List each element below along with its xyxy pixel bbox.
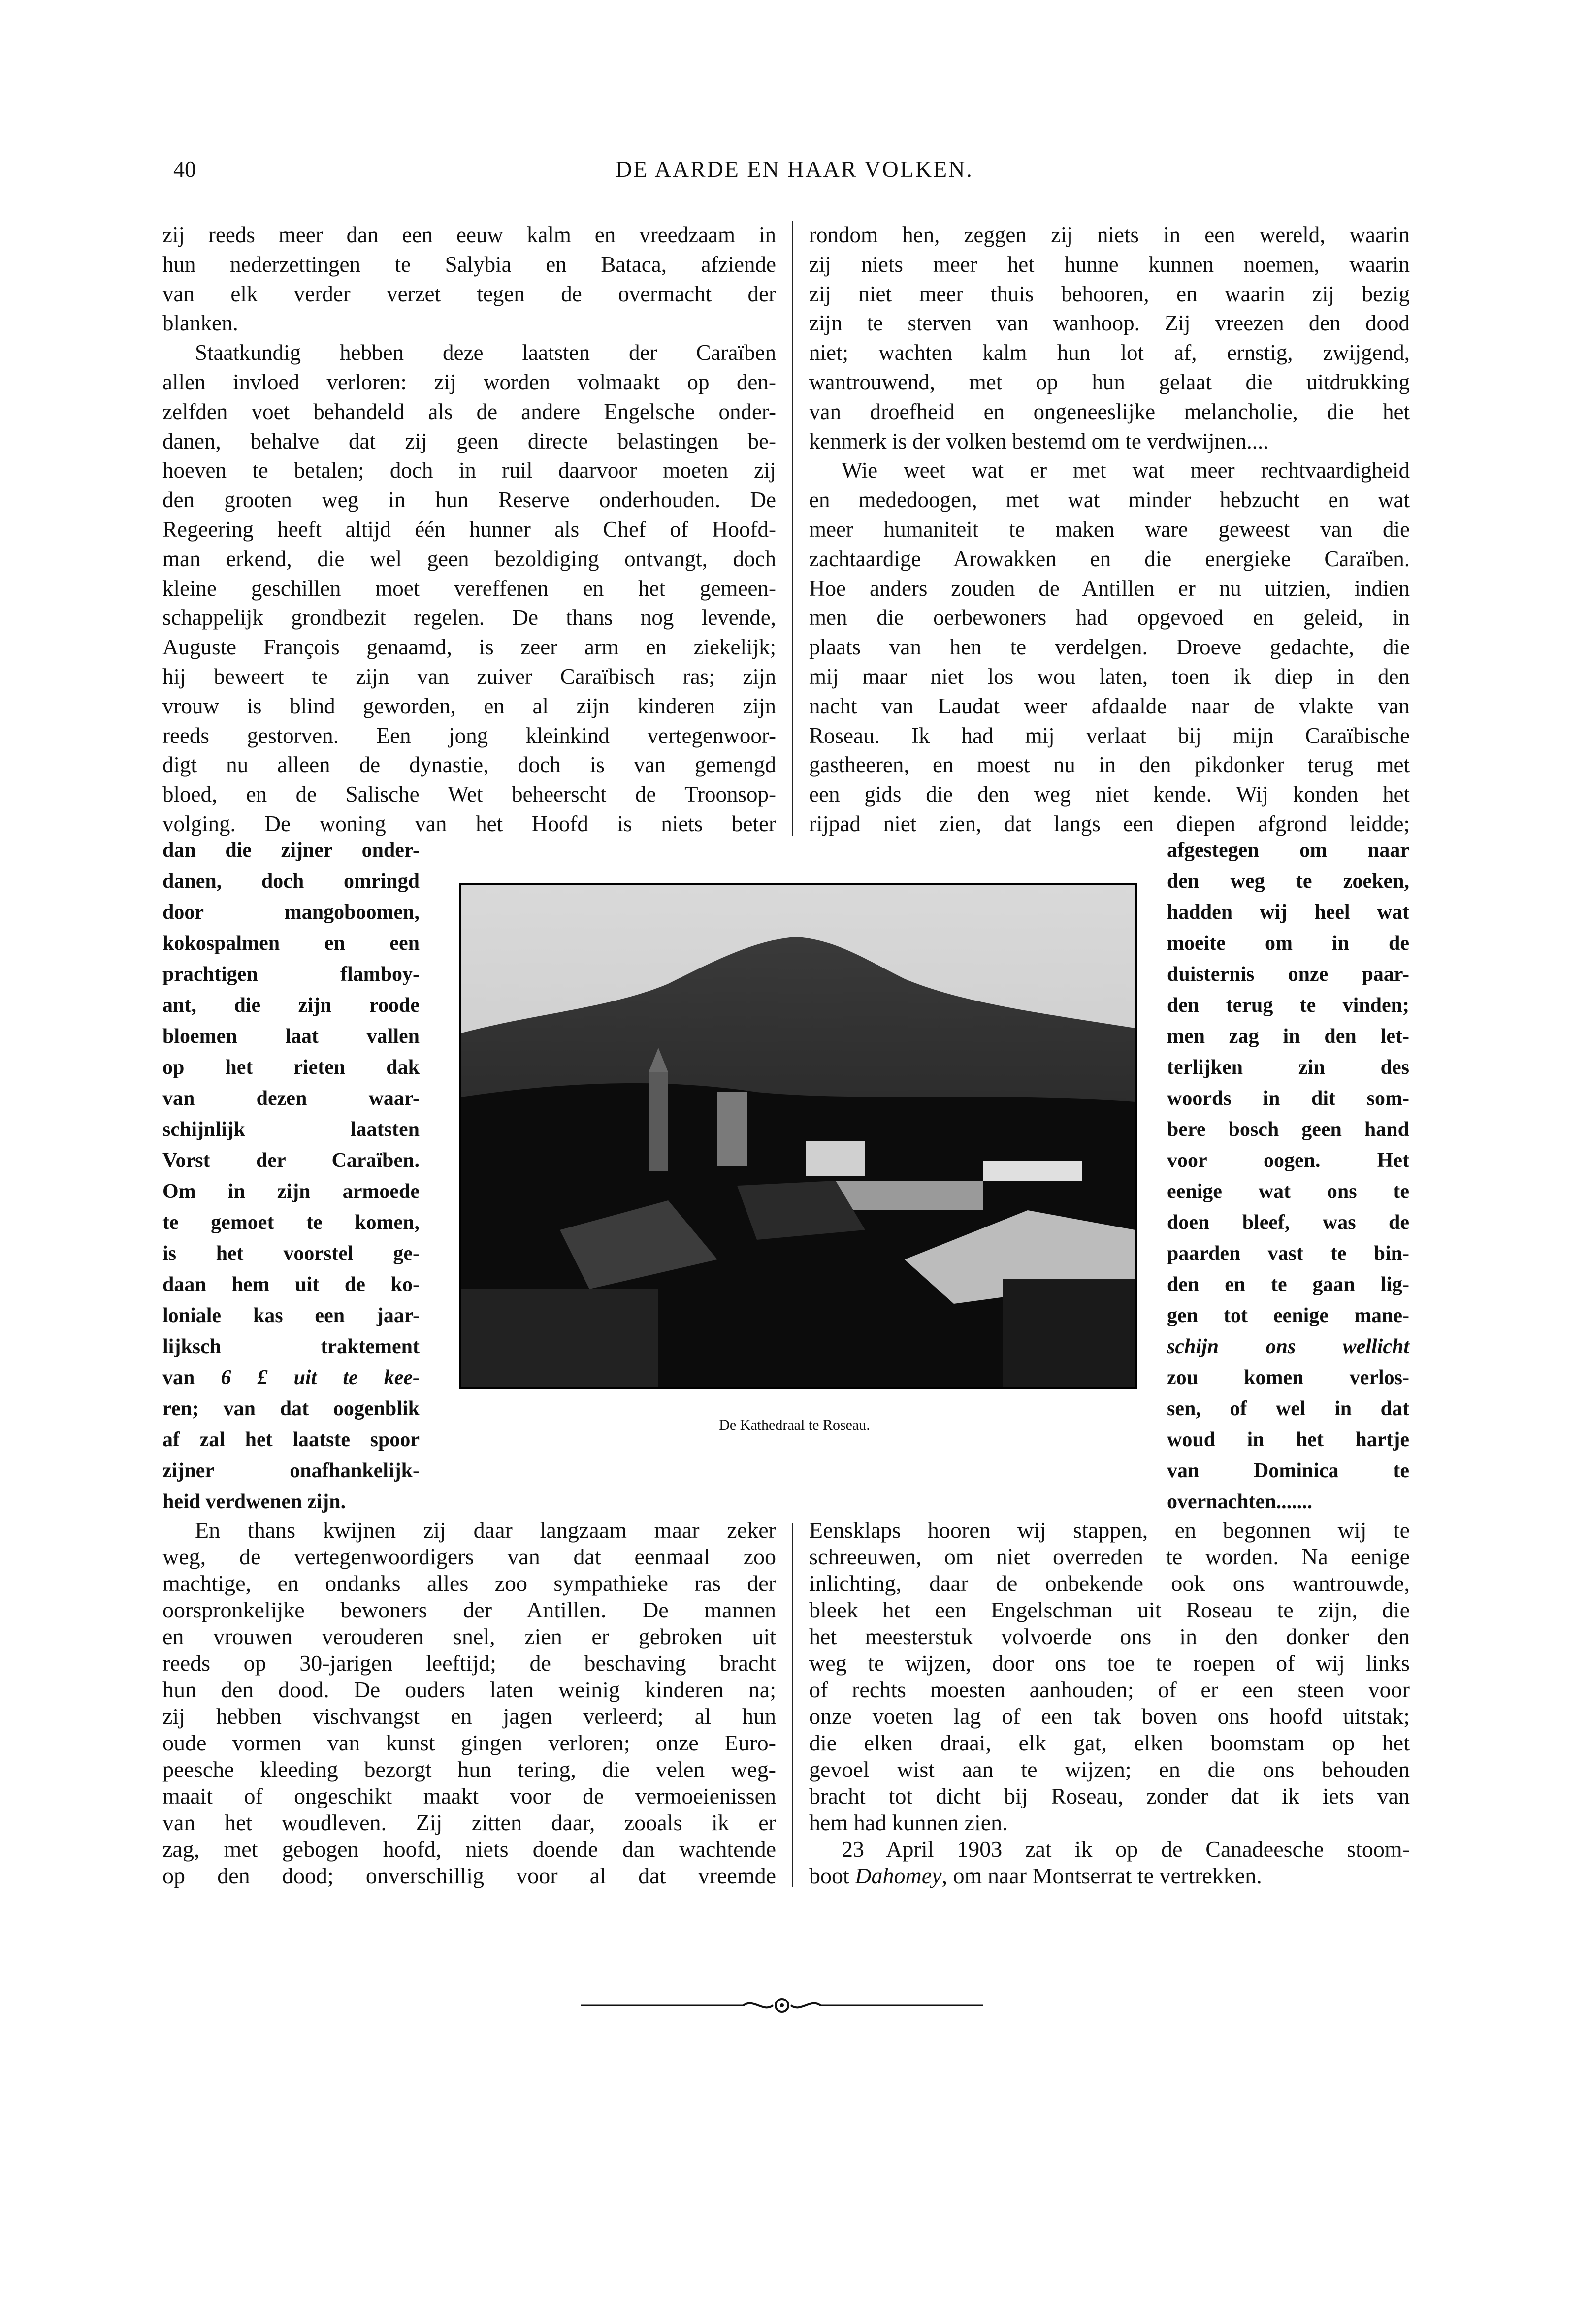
text-line: Om in zijn armoede: [162, 1180, 420, 1203]
text-line: zijn te sterven van wanhoop. Zij vreezen den dood: [809, 311, 1410, 336]
text-line: rijpad niet zien, dat langs een diepen afgrond leidde;: [809, 811, 1410, 836]
text-line: oorspronkelijke bewoners der Antillen. De mannen: [162, 1597, 776, 1622]
page-number: 40: [173, 157, 196, 182]
text-line: hem had kunnen zien.: [809, 1810, 1008, 1835]
text-line: woords in dit som-: [1167, 1087, 1409, 1110]
text-line: kenmerk is der volken bestemd om te verdwijnen....: [809, 428, 1269, 453]
text-line: oude vormen van kunst gingen verloren; onze Euro-: [162, 1730, 776, 1755]
text-line: zag, met gebogen hoofd, niets doende dan wachtende: [162, 1837, 776, 1862]
right-column-text-top: [809, 221, 1410, 839]
text-line: vrouw is blind geworden, en al zijn kinderen zijn: [162, 693, 776, 718]
text-line: van Dominica te: [1167, 1459, 1409, 1482]
text-line: hun den dood. De ouders laten weinig kinderen na;: [162, 1677, 776, 1702]
text-line: is het voorstel ge-: [162, 1242, 420, 1265]
text-line: digt nu alleen de dynastie, doch is van gemengd: [162, 752, 776, 777]
text-line: en mededoogen, met wat minder hebzucht en wat: [809, 487, 1410, 513]
text-line: reeds op 30-jarigen leeftijd; de beschaving bracht: [162, 1650, 776, 1676]
italic-text: Dahomey: [855, 1863, 942, 1888]
text-line: afgestegen om naar: [1167, 839, 1409, 862]
right-column-text-bottom: [809, 1517, 1410, 1889]
text-line: door mangoboomen,: [162, 901, 420, 924]
text-line: man erkend, die wel geen bezoldiging ontvangt, doch: [162, 546, 776, 571]
right-wrap-text: [1167, 835, 1409, 1517]
text-line: blanken.: [162, 311, 238, 336]
text-line: op den dood; onverschillig voor al dat vreemde: [162, 1863, 776, 1888]
text-line: nacht van Laudat weer afdaalde naar de vlakte van: [809, 693, 1410, 718]
text-line: Vorst der Caraïben.: [162, 1149, 420, 1172]
text-line: plaats van hen te verdelgen. Droeve gedachte, die: [809, 635, 1410, 660]
text-line: [1167, 1331, 1409, 1362]
photo-illustration: [461, 885, 1135, 1387]
text-line: heid verdwenen zijn.: [162, 1490, 346, 1513]
text-line: rondom hen, zeggen zij niets in een wereld, waarin: [809, 223, 1410, 247]
text-line: Eensklaps hooren wij stappen, en begonnen wij te: [809, 1517, 1410, 1543]
text-line: prachtigen flamboy-: [162, 963, 420, 986]
text-line: zou komen verlos-: [1167, 1366, 1409, 1389]
text-line: inlichting, daar de onbekende ook ons wantrouwde,: [809, 1571, 1410, 1596]
text-line: ant, die zijn roode: [162, 994, 420, 1017]
text-line: Hoe anders zouden de Antillen er nu uitzien, indien: [809, 576, 1410, 601]
text-line: men zag in den let-: [1167, 1025, 1409, 1048]
text-line: allen invloed verloren: zij worden volmaakt op den-: [162, 369, 776, 394]
text-line: daan hem uit de ko-: [162, 1273, 420, 1296]
text-line: moeite om in de: [1167, 932, 1409, 955]
text-line: schappelijk grondbezit regelen. De thans nog levende,: [162, 605, 776, 630]
text-line: 23 April 1903 zat ik op de Canadeesche stoom-: [842, 1837, 1410, 1862]
text-line: zij niet meer thuis behooren, en waarin zij bezig: [809, 281, 1410, 306]
text-line: reeds gestorven. Een jong kleinkind vertegenwoor-: [162, 723, 776, 748]
text-line: onze voeten lag of een tak boven ons hoofd uitstak;: [809, 1704, 1410, 1729]
left-wrap-text: [162, 835, 420, 1517]
text-line: te gemoet te komen,: [162, 1211, 420, 1234]
text-line: sen, of wel in dat: [1167, 1397, 1409, 1420]
text-line: en vrouwen verouderen snel, zien er gebroken uit: [162, 1624, 776, 1649]
text-line: niet; wachten kalm hun lot af, ernstig, zwijgend,: [809, 340, 1410, 365]
text-line: machtige, en ondanks alles zoo sympathieke ras der: [162, 1571, 776, 1596]
text-line: den weg te zoeken,: [1167, 870, 1409, 893]
text-line: gen tot eenige mane-: [1167, 1304, 1409, 1327]
text-line: die elken draai, elk gat, elken boomstam op het: [809, 1730, 1410, 1755]
text-line: doen bleef, was de: [1167, 1211, 1409, 1234]
text-line: danen, behalve dat zij geen directe belastingen be-: [162, 428, 776, 453]
text-line: kokospalmen en een: [162, 932, 420, 955]
text-line: van droefheid en ongeneeslijke melancholie, die het: [809, 399, 1410, 424]
text-line: zij niets meer het hunne kunnen noemen, waarin: [809, 252, 1410, 277]
text-line: loniale kas een jaar-: [162, 1304, 420, 1327]
text-line: van elk verder verzet tegen de overmacht der: [162, 281, 776, 306]
column-rule-top: [792, 221, 793, 836]
text-line: volging. De woning van het Hoofd is niets beter: [162, 811, 776, 836]
text-segment: boot: [809, 1863, 855, 1888]
text-segment: , om naar Montserrat te vertrekken.: [941, 1863, 1262, 1888]
text-line: het meesterstuk volvoerde ons in den donker den: [809, 1624, 1410, 1649]
italic-text: 6 £ uit te kee-: [221, 1366, 420, 1389]
text-line: Roseau. Ik had mij verlaat bij mijn Caraïbische: [809, 723, 1410, 748]
text-line: Staatkundig hebben deze laatsten der Caraïben: [195, 340, 776, 365]
text-line: af zal het laatste spoor: [162, 1428, 420, 1451]
text-line: kleine geschillen moet vereffenen en het gemeen-: [162, 576, 776, 601]
text-line: meer humaniteit te maken ware geweest van die: [809, 516, 1410, 542]
text-line: zijner onafhankelijk-: [162, 1459, 420, 1482]
text-line: zachtaardige Arowakken en die energieke Caraïben.: [809, 546, 1410, 571]
ornament-divider: [581, 1994, 983, 2017]
text-line: peesche kleeding bezorgt hun tering, die velen weg-: [162, 1757, 776, 1782]
text-line: paarden vast te bin-: [1167, 1242, 1409, 1265]
text-line: weg, de vertegenwoordigers van dat eenmaal zoo: [162, 1544, 776, 1569]
text-line: wantrouwend, met op hun gelaat die uitdrukking: [809, 369, 1410, 394]
text-line: Wie weet wat er met wat meer rechtvaardigheid: [842, 458, 1410, 483]
text-line: [162, 1362, 420, 1393]
text-line: terlijken zin des: [1167, 1056, 1409, 1079]
photo-caption: De Kathedraal te Roseau.: [719, 1417, 870, 1433]
text-line: zij hebben vischvangst en jagen verleerd; al hun: [162, 1704, 776, 1729]
text-segment: van: [162, 1366, 221, 1389]
text-line: zelfden voet behandeld als de andere Engelsche onder-: [162, 399, 776, 424]
text-line: overnachten.......: [1167, 1490, 1313, 1513]
running-title: DE AARDE EN HAAR VOLKEN.: [616, 157, 973, 182]
text-line: En thans kwijnen zij daar langzaam maar zeker: [195, 1517, 776, 1543]
text-line: bloemen laat vallen: [162, 1025, 420, 1048]
text-line: lijksch traktement: [162, 1335, 420, 1358]
text-line: danen, doch omringd: [162, 870, 420, 893]
text-line: hoeven te betalen; doch in ruil daarvoor moeten zij: [162, 458, 776, 483]
left-column-text-top: [162, 221, 776, 839]
text-line: duisternis onze paar-: [1167, 963, 1409, 986]
text-line: of rechts moesten aanhouden; of er een steen voor: [809, 1677, 1410, 1702]
text-line: Auguste François genaamd, is zeer arm en ziekelijk;: [162, 635, 776, 660]
text-line: van dezen waar-: [162, 1087, 420, 1110]
text-line: schreeuwen, om niet overreden te worden. Na eenige: [809, 1544, 1410, 1569]
text-line: bracht tot dicht bij Roseau, zonder dat ik iets van: [809, 1783, 1410, 1808]
text-line: hadden wij heel wat: [1167, 901, 1409, 924]
text-line: van het woudleven. Zij zitten daar, zooals ik er: [162, 1810, 776, 1835]
italic-text: schijn ons wellicht: [1167, 1335, 1409, 1358]
text-line: gastheeren, en moest nu in den pikdonker terug met: [809, 752, 1410, 777]
column-rule-bottom: [792, 1523, 793, 1887]
text-line: den grooten weg in hun Reserve onderhouden. De: [162, 487, 776, 513]
text-line: zij reeds meer dan een eeuw kalm en vreedzaam in: [162, 223, 776, 247]
left-column-text-bottom: [162, 1517, 776, 1889]
text-line: voor oogen. Het: [1167, 1149, 1409, 1172]
text-line: een gids die den weg niet kende. Wij konden het: [809, 782, 1410, 807]
cathedral-photo: [459, 883, 1137, 1389]
text-line: hij beweert te zijn van zuiver Caraïbisch ras; zijn: [162, 664, 776, 689]
text-line: bloed, en de Salische Wet beheerscht de Troonsop-: [162, 782, 776, 807]
text-line: hun nederzettingen te Salybia en Bataca, afziende: [162, 252, 776, 277]
text-line: eenige wat ons te: [1167, 1180, 1409, 1203]
text-line: maait of ongeschikt maakt voor de vermoeienissen: [162, 1783, 776, 1808]
text-line: bere bosch geen hand: [1167, 1118, 1409, 1141]
text-line: woud in het hartje: [1167, 1428, 1409, 1451]
text-line: weg te wijzen, door ons toe te roepen of wij links: [809, 1650, 1410, 1676]
text-line: [809, 1863, 1410, 1889]
text-line: mij maar niet los wou laten, toen ik diep in den: [809, 664, 1410, 689]
text-line: Regeering heeft altijd één hunner als Chef of Hoofd-: [162, 516, 776, 542]
text-line: den terug te vinden;: [1167, 994, 1409, 1017]
text-line: ren; van dat oogenblik: [162, 1397, 420, 1420]
text-line: den en te gaan lig-: [1167, 1273, 1409, 1296]
text-line: schijnlijk laatsten: [162, 1118, 420, 1141]
text-line: gevoel wist aan te wijzen; en die ons behouden: [809, 1757, 1410, 1782]
text-line: bleek het een Engelschman uit Roseau te zijn, die: [809, 1597, 1410, 1622]
text-line: op het rieten dak: [162, 1056, 420, 1079]
text-line: dan die zijner onder-: [162, 839, 420, 862]
text-line: men die oerbewoners had opgevoed en geleid, in: [809, 605, 1410, 630]
